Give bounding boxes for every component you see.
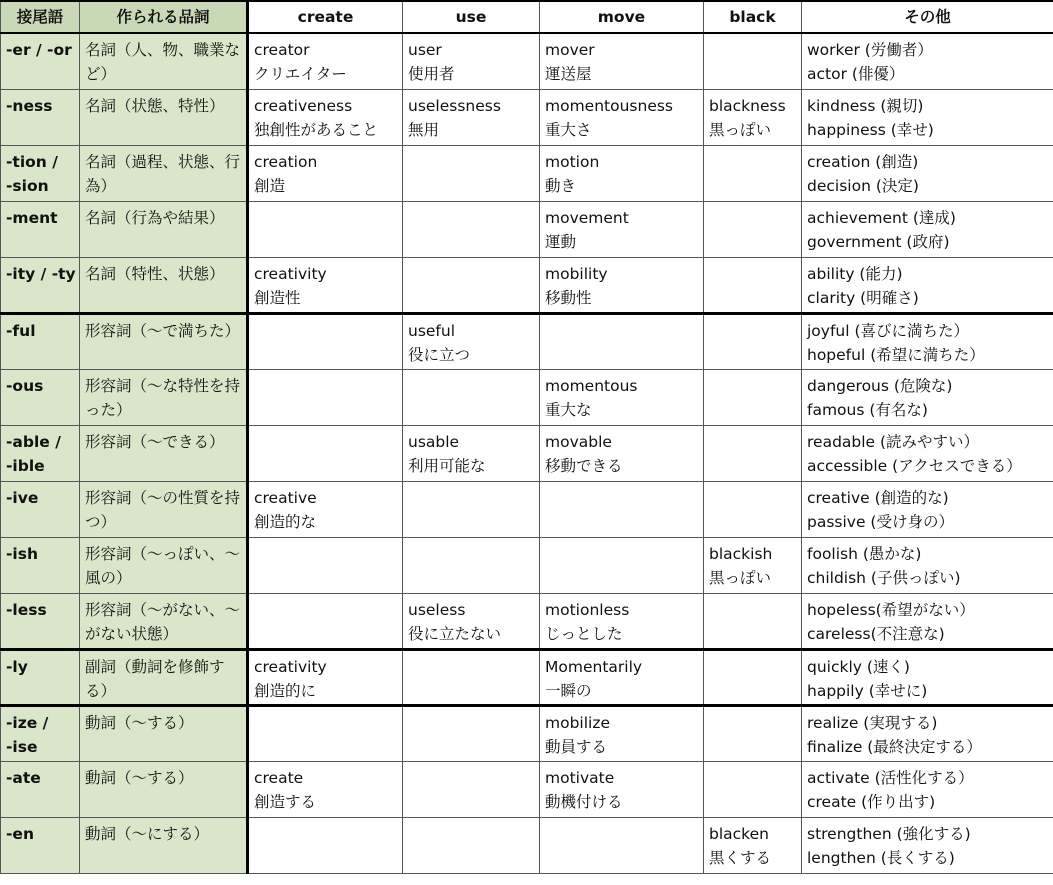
suffix-cell: [1, 201, 80, 257]
other-cell: [802, 89, 1053, 145]
suffix-cell: [1, 313, 80, 369]
table-row: [1, 369, 1053, 425]
black-line-1: blackish: [709, 544, 773, 563]
create-line-2: 独創性があること: [254, 120, 379, 139]
move-cell: [540, 89, 704, 145]
use-cell: [403, 145, 540, 201]
other-line-2: finalize (最終決定する）: [807, 737, 982, 756]
use-line-1: [408, 206, 534, 230]
create-line-1: creativeness: [254, 96, 353, 115]
other-cell: [802, 537, 1053, 593]
suffix-cell: [1, 33, 80, 89]
create-cell: [248, 145, 403, 201]
black-line-2: [709, 454, 796, 478]
use-line-1: uselessness: [408, 96, 501, 115]
create-line-2: [254, 622, 397, 646]
create-cell: [248, 705, 403, 761]
other-line-2: decision (決定): [807, 176, 919, 195]
suffix-cell: [1, 537, 80, 593]
move-cell: [540, 369, 704, 425]
other-cell: [802, 257, 1053, 313]
other-line-1: joyful (喜びに満ちた）: [807, 321, 970, 340]
black-line-2: 黒っぽい: [709, 568, 772, 587]
use-cell: [403, 369, 540, 425]
use-line-1: [408, 374, 534, 398]
other-cell: [802, 649, 1053, 705]
table-row: [1, 89, 1053, 145]
pos-cell: 動詞（〜する）: [80, 761, 248, 817]
suffix-line-1: -tion /: [6, 152, 58, 171]
black-line-1: [709, 598, 796, 622]
move-line-1: mobility: [545, 264, 608, 283]
black-line-1: [709, 486, 796, 510]
create-cell: [248, 313, 403, 369]
black-line-1: [709, 262, 796, 286]
pos-cell: 動詞（〜する）: [80, 705, 248, 761]
suffix-cell: [1, 369, 80, 425]
black-cell: [704, 649, 802, 705]
other-line-2: lengthen (長くする): [807, 848, 955, 867]
move-line-2: 移動できる: [545, 456, 623, 475]
black-line-1: [709, 319, 796, 343]
pos-cell: 形容詞（〜な特性を持った）: [80, 369, 248, 425]
move-cell: [540, 201, 704, 257]
table-row: [1, 425, 1053, 481]
header-use: use: [403, 1, 540, 33]
black-line-1: [709, 150, 796, 174]
create-line-1: creation: [254, 152, 318, 171]
black-line-1: [709, 374, 796, 398]
move-cell: [540, 537, 704, 593]
create-cell: [248, 89, 403, 145]
suffix-line-1: -ive: [6, 488, 39, 507]
black-line-2: [709, 510, 796, 534]
pos-cell: 名詞（過程、状態、行為）: [80, 145, 248, 201]
suffix-cell: [1, 89, 80, 145]
black-cell: [704, 145, 802, 201]
move-line-2: 運送屋: [545, 65, 592, 83]
suffix-line-1: -ly: [6, 657, 28, 676]
move-line-2: [545, 343, 698, 367]
black-cell: [704, 705, 802, 761]
black-cell: [704, 313, 802, 369]
table-row: [1, 817, 1053, 873]
create-line-1: [254, 430, 397, 454]
use-line-2: [408, 790, 534, 814]
move-line-1: [545, 319, 698, 343]
black-line-2: [709, 679, 796, 703]
move-cell: [540, 761, 704, 817]
black-cell: [704, 257, 802, 313]
header-move: move: [540, 1, 704, 33]
other-line-2: hopeful (希望に満ちた）: [807, 345, 985, 364]
other-line-1: strengthen (強化する): [807, 824, 971, 843]
table-row: [1, 537, 1053, 593]
create-line-1: creativity: [254, 264, 327, 283]
create-line-1: create: [254, 768, 304, 787]
pos-cell: 形容詞（〜がない、〜がない状態）: [80, 593, 248, 649]
create-line-2: 創造性: [254, 288, 301, 307]
suffix-line-1: -able /: [6, 432, 61, 451]
header-row: [1, 1, 1053, 33]
create-line-2: クリエイター: [254, 65, 347, 83]
table-row: [1, 593, 1053, 649]
create-line-2: [254, 230, 397, 254]
use-cell: [403, 817, 540, 873]
black-cell: [704, 369, 802, 425]
black-line-2: [709, 286, 796, 310]
use-line-2: [408, 230, 534, 254]
create-line-2: [254, 846, 397, 870]
other-cell: [802, 201, 1053, 257]
use-line-2: [408, 398, 534, 422]
use-cell: [403, 33, 540, 89]
other-line-1: dangerous (危険な): [807, 376, 953, 395]
suffix-cell: [1, 649, 80, 705]
black-cell: [704, 481, 802, 537]
use-cell: [403, 425, 540, 481]
use-line-2: [408, 510, 534, 534]
other-line-2: create (作り出す): [807, 792, 936, 811]
suffix-cell: [1, 593, 80, 649]
create-line-1: [254, 319, 397, 343]
use-cell: [403, 257, 540, 313]
use-line-1: [408, 711, 534, 735]
use-line-1: [408, 822, 534, 846]
create-line-2: 創造的な: [254, 512, 317, 531]
move-cell: [540, 705, 704, 761]
create-line-2: 創造する: [254, 792, 317, 811]
table-row: [1, 649, 1053, 705]
other-cell: [802, 817, 1053, 873]
other-line-1: ability (能力): [807, 264, 903, 283]
other-line-2: happily (幸せに): [807, 681, 928, 700]
use-line-2: [408, 174, 534, 198]
other-cell: [802, 425, 1053, 481]
black-cell: [704, 537, 802, 593]
black-line-2: 黒くする: [709, 848, 772, 867]
header-other: その他: [802, 1, 1053, 33]
black-line-2: [709, 398, 796, 422]
other-line-1: achievement (達成): [807, 208, 956, 227]
use-cell: [403, 593, 540, 649]
create-line-1: [254, 206, 397, 230]
use-line-1: [408, 542, 534, 566]
move-line-2: じっとした: [545, 624, 623, 643]
suffix-line-1: -ity / -ty: [6, 264, 76, 283]
use-cell: [403, 649, 540, 705]
black-line-2: [709, 790, 796, 814]
create-line-2: 創造的に: [254, 681, 317, 700]
create-cell: [248, 537, 403, 593]
black-line-1: [709, 711, 796, 735]
table-row: [1, 145, 1053, 201]
black-line-2: [709, 62, 796, 86]
use-cell: [403, 537, 540, 593]
use-line-1: useful: [408, 321, 456, 340]
suffix-cell: [1, 817, 80, 873]
move-line-2: [545, 566, 698, 590]
table-body: [1, 33, 1053, 873]
other-line-2: accessible (アクセスできる）: [807, 456, 1022, 475]
create-cell: [248, 201, 403, 257]
black-line-1: [709, 206, 796, 230]
black-cell: [704, 761, 802, 817]
other-cell: [802, 33, 1053, 89]
use-line-2: 使用者: [408, 65, 455, 83]
create-line-1: creativity: [254, 657, 327, 676]
move-line-1: momentous: [545, 376, 638, 395]
table-row: [1, 313, 1053, 369]
move-cell: [540, 817, 704, 873]
move-cell: [540, 481, 704, 537]
pos-cell: 名詞（人、物、職業など）: [80, 33, 248, 89]
use-line-1: user: [408, 41, 442, 59]
other-line-1: creative (創造的な): [807, 488, 949, 507]
other-line-2: careless(不注意な): [807, 624, 945, 643]
black-cell: [704, 33, 802, 89]
table-row: [1, 761, 1053, 817]
use-line-1: [408, 486, 534, 510]
pos-cell: 動詞（〜にする）: [80, 817, 248, 873]
other-line-2: actor (俳優）: [807, 65, 905, 83]
move-cell: [540, 649, 704, 705]
move-line-2: [545, 510, 698, 534]
pos-cell: 形容詞（〜っぽい、〜風の）: [80, 537, 248, 593]
create-cell: [248, 369, 403, 425]
move-line-2: 運動: [545, 232, 577, 251]
table-row: [1, 705, 1053, 761]
pos-cell: 名詞（行為や結果）: [80, 201, 248, 257]
other-line-1: worker (労働者）: [807, 41, 933, 59]
header-suffix: 接尾語: [1, 1, 80, 33]
pos-cell: 形容詞（〜で満ちた）: [80, 313, 248, 369]
use-line-1: [408, 655, 534, 679]
suffix-cell: [1, 145, 80, 201]
use-line-2: 無用: [408, 120, 440, 139]
move-line-1: momentousness: [545, 96, 674, 115]
other-line-1: realize (実現する): [807, 713, 938, 732]
use-line-2: 役に立つ: [408, 345, 471, 364]
create-line-2: [254, 566, 397, 590]
move-cell: [540, 593, 704, 649]
move-line-1: motionless: [545, 600, 630, 619]
create-cell: [248, 425, 403, 481]
use-line-2: [408, 566, 534, 590]
move-line-1: motion: [545, 152, 600, 171]
use-line-2: [408, 846, 534, 870]
black-line-1: blackness: [709, 96, 786, 115]
suffix-cell: [1, 761, 80, 817]
black-line-1: [709, 430, 796, 454]
black-line-2: [709, 230, 796, 254]
black-line-2: [709, 343, 796, 367]
black-line-2: [709, 735, 796, 759]
other-line-1: quickly (速く): [807, 657, 910, 676]
move-line-1: [545, 542, 698, 566]
black-cell: [704, 817, 802, 873]
create-line-2: [254, 454, 397, 478]
other-cell: [802, 593, 1053, 649]
suffix-line-1: -ate: [6, 768, 41, 787]
use-line-2: [408, 286, 534, 310]
move-cell: [540, 425, 704, 481]
use-cell: [403, 761, 540, 817]
other-cell: [802, 313, 1053, 369]
other-line-1: readable (読みやすい）: [807, 432, 980, 451]
black-line-1: [709, 766, 796, 790]
create-cell: [248, 649, 403, 705]
move-line-1: mobilize: [545, 713, 611, 732]
create-line-2: [254, 343, 397, 367]
suffix-cell: [1, 425, 80, 481]
black-cell: [704, 89, 802, 145]
other-line-2: passive (受け身の）: [807, 512, 954, 531]
other-line-2: childish (子供っぽい): [807, 568, 961, 587]
table-row: [1, 33, 1053, 89]
other-line-2: happiness (幸せ): [807, 120, 934, 139]
suffix-line-1: -ment: [6, 208, 58, 227]
use-line-1: useless: [408, 600, 466, 619]
use-line-1: [408, 150, 534, 174]
use-cell: [403, 481, 540, 537]
use-line-1: usable: [408, 432, 460, 451]
create-cell: [248, 593, 403, 649]
move-line-1: movement: [545, 208, 629, 227]
other-line-2: famous (有名な): [807, 400, 928, 419]
suffix-line-2: -ible: [6, 456, 45, 475]
move-line-2: 一瞬の: [545, 681, 592, 700]
other-line-1: creation (創造): [807, 152, 919, 171]
pos-cell: 形容詞（〜の性質を持つ）: [80, 481, 248, 537]
move-cell: [540, 33, 704, 89]
move-cell: [540, 145, 704, 201]
create-cell: [248, 257, 403, 313]
black-line-2: [709, 174, 796, 198]
suffix-cell: [1, 257, 80, 313]
move-cell: [540, 257, 704, 313]
use-line-2: 役に立たない: [408, 624, 502, 643]
use-line-2: 利用可能な: [408, 456, 486, 475]
create-line-1: [254, 374, 397, 398]
move-line-1: movable: [545, 432, 612, 451]
pos-cell: 副詞（動詞を修飾する）: [80, 649, 248, 705]
black-line-1: [709, 38, 796, 62]
suffix-line-1: -ous: [6, 376, 44, 395]
move-line-2: [545, 846, 698, 870]
suffix-line-1: -less: [6, 600, 47, 619]
suffix-line-1: -en: [6, 824, 34, 843]
black-line-1: [709, 655, 796, 679]
move-line-1: [545, 822, 698, 846]
use-cell: [403, 201, 540, 257]
create-cell: [248, 481, 403, 537]
create-line-1: [254, 598, 397, 622]
move-line-2: 重大さ: [545, 120, 592, 139]
create-line-2: [254, 398, 397, 422]
move-line-2: 移動性: [545, 288, 592, 307]
suffix-cell: [1, 705, 80, 761]
create-cell: [248, 33, 403, 89]
table-row: [1, 201, 1053, 257]
pos-cell: 名詞（状態、特性）: [80, 89, 248, 145]
create-cell: [248, 761, 403, 817]
other-line-2: clarity (明確さ): [807, 288, 919, 307]
create-line-2: 創造: [254, 176, 286, 195]
suffix-line-1: -er / -or: [6, 41, 72, 59]
other-line-1: kindness (親切): [807, 96, 924, 115]
other-line-1: foolish (愚かな): [807, 544, 922, 563]
black-cell: [704, 201, 802, 257]
black-line-2: 黒っぽい: [709, 120, 772, 139]
use-cell: [403, 313, 540, 369]
use-cell: [403, 89, 540, 145]
move-line-1: [545, 486, 698, 510]
other-cell: [802, 705, 1053, 761]
black-line-1: blacken: [709, 824, 769, 843]
create-line-1: creative: [254, 488, 317, 507]
other-cell: [802, 369, 1053, 425]
move-line-2: 重大な: [545, 400, 592, 419]
table-row: [1, 481, 1053, 537]
use-line-1: [408, 766, 534, 790]
other-cell: [802, 481, 1053, 537]
pos-cell: 形容詞（〜できる）: [80, 425, 248, 481]
use-line-2: [408, 679, 534, 703]
other-cell: [802, 145, 1053, 201]
move-line-1: motivate: [545, 768, 615, 787]
move-line-1: mover: [545, 41, 595, 59]
other-cell: [802, 761, 1053, 817]
suffix-line-1: -ness: [6, 96, 53, 115]
suffix-line-2: -ise: [6, 737, 38, 756]
suffix-line-1: -ize /: [6, 713, 49, 732]
other-line-2: government (政府): [807, 232, 950, 251]
use-line-2: [408, 735, 534, 759]
move-line-2: 動き: [545, 176, 577, 195]
use-cell: [403, 705, 540, 761]
suffix-line-1: -ish: [6, 544, 39, 563]
create-line-1: creator: [254, 41, 310, 59]
move-line-2: 動機付ける: [545, 792, 623, 811]
use-line-1: [408, 262, 534, 286]
move-line-2: 動員する: [545, 737, 608, 756]
header-create: create: [248, 1, 403, 33]
black-cell: [704, 593, 802, 649]
create-line-2: [254, 735, 397, 759]
pos-cell: 名詞（特性、状態）: [80, 257, 248, 313]
other-line-1: activate (活性化する）: [807, 768, 974, 787]
header-pos: 作られる品詞: [80, 1, 248, 33]
suffix-line-2: -sion: [6, 176, 49, 195]
other-line-1: hopeless(希望がない）: [807, 600, 975, 619]
move-cell: [540, 313, 704, 369]
suffix-line-1: -ful: [6, 321, 36, 340]
create-cell: [248, 817, 403, 873]
suffix-cell: [1, 481, 80, 537]
create-line-1: [254, 542, 397, 566]
table-row: [1, 257, 1053, 313]
black-line-2: [709, 622, 796, 646]
header-black: black: [704, 1, 802, 33]
black-cell: [704, 425, 802, 481]
create-line-1: [254, 711, 397, 735]
create-line-1: [254, 822, 397, 846]
move-line-1: Momentarily: [545, 657, 643, 676]
